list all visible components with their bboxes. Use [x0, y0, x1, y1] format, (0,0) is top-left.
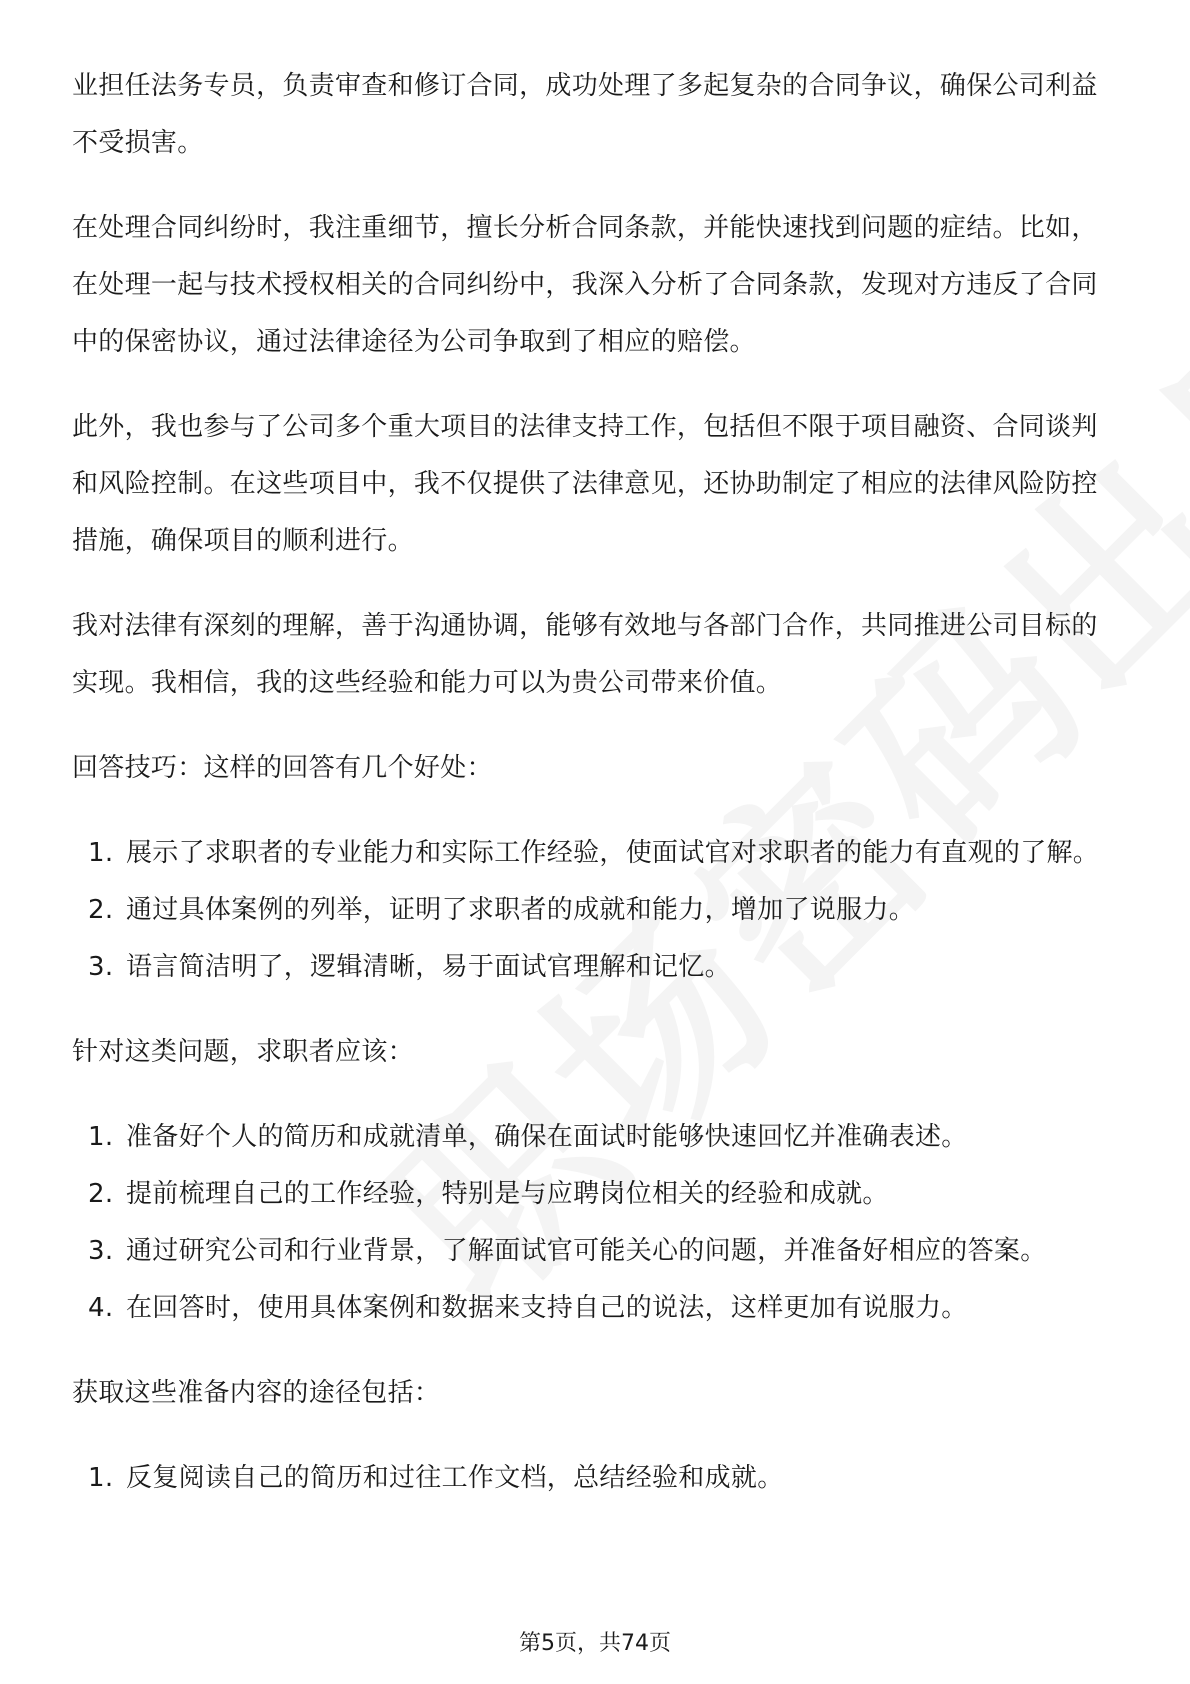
- paragraph-4: 我对法律有深刻的理解，善于沟通协调，能够有效地与各部门合作，共同推进公司目标的实现。我相信，我的这些经验和能力可以为贵公司带来价值。: [72, 611, 1098, 698]
- sources-list: [72, 1450, 1117, 1507]
- list-text: 展示了求职者的专业能力和实际工作经验，使面试官对求职者的能力有直观的了解。: [126, 838, 1100, 868]
- list-number: 3.: [88, 1236, 114, 1266]
- document-body: [72, 58, 1117, 1535]
- list-item: [72, 1223, 1117, 1280]
- list-number: 4.: [88, 1293, 114, 1323]
- list-number: 3.: [88, 952, 114, 982]
- tips-list: [72, 825, 1117, 996]
- list-item: [72, 1280, 1117, 1337]
- list-item: [72, 1166, 1117, 1223]
- list-item: [72, 939, 1117, 996]
- list-item: [72, 825, 1117, 882]
- list-number: 1.: [88, 1463, 114, 1493]
- page-number: 第5页，共74页: [519, 1631, 671, 1656]
- list-item: [72, 882, 1117, 939]
- list-text: 语言简洁明了，逻辑清晰，易于面试官理解和记忆。: [126, 952, 731, 982]
- list-text: 在回答时，使用具体案例和数据来支持自己的说法，这样更加有说服力。: [126, 1293, 968, 1323]
- paragraph-1: 业担任法务专员，负责审查和修订合同，成功处理了多起复杂的合同争议，确保公司利益不受损害。: [72, 71, 1098, 158]
- sources-heading: 获取这些准备内容的途径包括：: [72, 1378, 441, 1408]
- tips-heading: 回答技巧：这样的回答有几个好处：: [72, 753, 493, 783]
- list-item: [72, 1109, 1117, 1166]
- list-number: 2.: [88, 1179, 114, 1209]
- advice-heading: 针对这类问题，求职者应该：: [72, 1037, 414, 1067]
- advice-list: [72, 1109, 1117, 1337]
- paragraph-2: 在处理合同纠纷时，我注重细节，擅长分析合同条款，并能快速找到问题的症结。比如，在处理一起与技术授权相关的合同纠纷中，我深入分析了合同条款，发现对方违反了合同中的保密协议，通过法律途径为公司争取到了相应的赔偿。: [72, 213, 1098, 357]
- list-text: 通过具体案例的列举，证明了求职者的成就和能力，增加了说服力。: [126, 895, 916, 925]
- paragraph-3: 此外，我也参与了公司多个重大项目的法律支持工作，包括但不限于项目融资、合同谈判和风险控制。在这些项目中，我不仅提供了法律意见，还协助制定了相应的法律风险防控措施，确保项目的顺利进行。: [72, 412, 1098, 556]
- list-text: 准备好个人的简历和成就清单，确保在面试时能够快速回忆并准确表述。: [126, 1122, 968, 1152]
- list-text: 提前梳理自己的工作经验，特别是与应聘岗位相关的经验和成就。: [126, 1179, 889, 1209]
- list-number: 2.: [88, 895, 114, 925]
- list-text: 反复阅读自己的简历和过往工作文档，总结经验和成就。: [126, 1463, 784, 1493]
- list-item: [72, 1450, 1117, 1507]
- list-number: 1.: [88, 838, 114, 868]
- list-number: 1.: [88, 1122, 114, 1152]
- list-text: 通过研究公司和行业背景，了解面试官可能关心的问题，并准备好相应的答案。: [126, 1236, 1047, 1266]
